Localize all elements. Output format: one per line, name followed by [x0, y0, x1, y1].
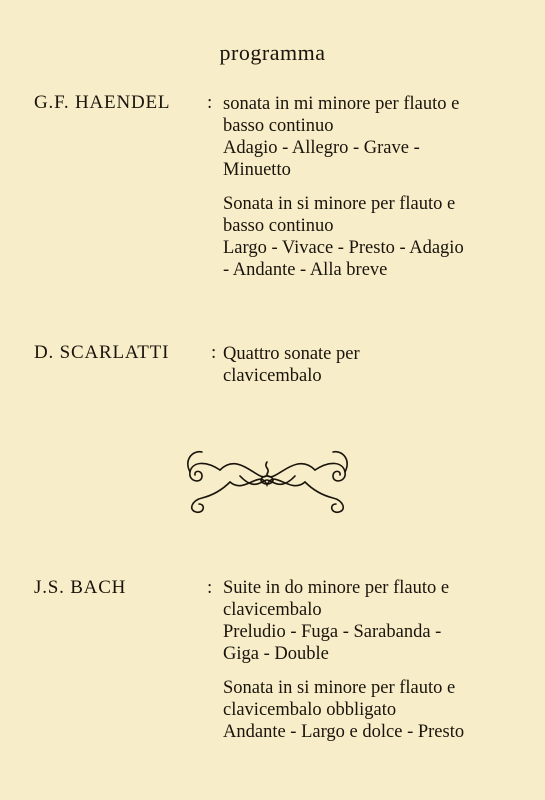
movement-line: Largo - Vivace - Presto - Adagio [223, 238, 464, 258]
composer-scarlatti: D. SCARLATTI [34, 342, 170, 363]
movement-line: Andante - Largo e dolce - Presto [223, 722, 465, 742]
work-title-line: clavicembalo [223, 600, 322, 620]
composer-bach: J.S. BACH [34, 577, 127, 598]
work-title-line: Sonata in si minore per flauto e [223, 678, 456, 698]
works-haendel [223, 93, 523, 281]
movement-line: Adagio - Allegro - Grave - [223, 138, 420, 158]
work-title-line: sonata in mi minore per flauto e [223, 94, 460, 114]
work-title-line: clavicembalo obbligato [223, 700, 397, 720]
works-scarlatti [223, 343, 523, 387]
work-title-line: Sonata in si minore per flauto e [223, 194, 456, 214]
calligraphic-flourish-icon [180, 440, 355, 520]
separator-colon: : [211, 342, 217, 363]
work-title-line: basso continuo [223, 216, 334, 236]
composer-haendel: G.F. HAENDEL [34, 92, 171, 113]
work-title-line: Suite in do minore per flauto e [223, 578, 450, 598]
movement-line: Minuetto [223, 160, 291, 180]
program-title: programma [219, 40, 326, 65]
work-title-line: basso continuo [223, 116, 334, 136]
separator-colon: : [207, 577, 213, 598]
movement-line: Giga - Double [223, 644, 329, 664]
movement-line: - Andante - Alla breve [223, 260, 388, 280]
movement-line: Preludio - Fuga - Sarabanda - [223, 622, 442, 642]
work-title-line: Quattro sonate per [223, 344, 360, 364]
separator-colon: : [207, 92, 213, 113]
works-bach [223, 577, 523, 743]
work-title-line: clavicembalo [223, 366, 322, 386]
